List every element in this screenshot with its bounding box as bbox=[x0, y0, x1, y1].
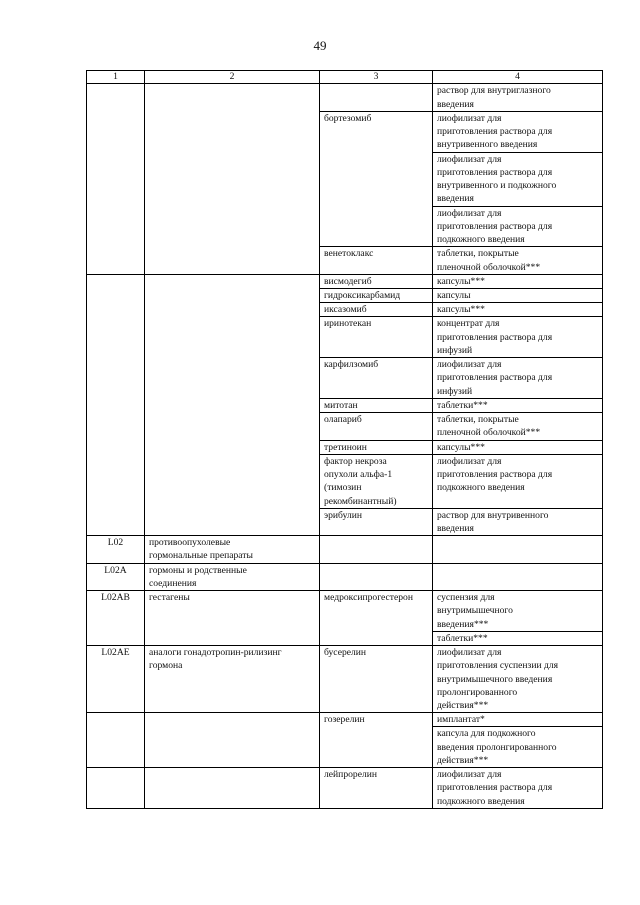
drug-name-cell: гозерелин bbox=[320, 713, 433, 768]
dosage-form: капсула для подкожного введения пролонгированного действия*** bbox=[433, 726, 602, 767]
anatomical-group-cell: гестагены bbox=[145, 591, 320, 646]
table-row bbox=[87, 274, 603, 288]
dosage-form-cell bbox=[433, 591, 603, 646]
dosage-form: лиофилизат для приготовления раствора для внутривенного и подкожного введения bbox=[433, 152, 602, 206]
atc-code-cell: L02AB bbox=[87, 591, 145, 646]
table-row bbox=[87, 563, 603, 590]
dosage-form-cell bbox=[433, 84, 603, 111]
dosage-form: раствор для внутриглазного введения bbox=[437, 85, 551, 110]
page-number: 49 bbox=[313, 38, 327, 53]
dosage-form-cell bbox=[433, 288, 603, 302]
dosage-form: суспензия для внутримышечного введения*** bbox=[437, 592, 513, 630]
table-row bbox=[87, 84, 603, 111]
atc-code-cell: L02A bbox=[87, 563, 145, 590]
table-row bbox=[87, 713, 603, 768]
anatomical-group-cell: гормоны и родственные соединения bbox=[145, 563, 320, 590]
dosage-form-cell bbox=[433, 646, 603, 713]
drug-name-cell: иринотекан bbox=[320, 317, 433, 358]
atc-code-cell: L02AE bbox=[87, 646, 145, 713]
atc-code-cell bbox=[87, 768, 145, 809]
dosage-form: капсулы*** bbox=[437, 275, 485, 287]
drug-name-cell: третиноин bbox=[320, 440, 433, 454]
dosage-form: лиофилизат для приготовления раствора для подкожного введения bbox=[433, 206, 602, 247]
dosage-form-cell bbox=[433, 536, 603, 563]
dosage-form: лиофилизат для приготовления раствора для внутривенного введения bbox=[437, 112, 553, 151]
dosage-form-cell bbox=[433, 563, 603, 590]
dosage-form: капсулы*** bbox=[437, 441, 485, 453]
dosage-form-cell bbox=[433, 398, 603, 412]
anatomical-group-cell bbox=[145, 274, 320, 535]
drug-name-cell bbox=[320, 84, 433, 111]
dosage-form: концентрат для приготовления раствора для инфузий bbox=[437, 318, 553, 356]
dosage-form-cell bbox=[433, 454, 603, 508]
dosage-form-cell bbox=[433, 358, 603, 399]
dosage-form: лиофилизат для приготовления раствора для подкожного введения bbox=[437, 455, 553, 494]
dosage-form: раствор для внутривенного введения bbox=[437, 509, 549, 534]
drug-name-cell: венетоклакс bbox=[320, 247, 433, 274]
dosage-form: таблетки, покрытые пленочной оболочкой*** bbox=[437, 414, 541, 439]
drug-name-cell bbox=[320, 563, 433, 590]
dosage-form: таблетки, покрытые пленочной оболочкой*** bbox=[437, 248, 541, 273]
column-header-2: 2 bbox=[145, 71, 320, 84]
dosage-form-cell bbox=[433, 768, 603, 809]
drug-name-cell: лейпрорелин bbox=[320, 768, 433, 809]
drug-name-cell: медроксипрогестерон bbox=[320, 591, 433, 646]
dosage-form: таблетки*** bbox=[437, 399, 488, 411]
drug-name-cell: фактор некроза опухоли альфа-1 (тимозин рекомбинантный) bbox=[320, 454, 433, 508]
dosage-form: имплантат* bbox=[437, 714, 485, 726]
column-header-4: 4 bbox=[433, 71, 603, 84]
drug-name-cell: бусерелин bbox=[320, 646, 433, 713]
dosage-form-cell bbox=[433, 713, 603, 768]
anatomical-group-cell bbox=[145, 768, 320, 809]
drug-table bbox=[86, 70, 603, 809]
table-body bbox=[87, 84, 603, 808]
dosage-form: капсулы*** bbox=[437, 304, 485, 316]
atc-code-cell bbox=[87, 713, 145, 768]
table-row bbox=[87, 591, 603, 646]
column-header-1: 1 bbox=[87, 71, 145, 84]
dosage-form: капсулы bbox=[437, 289, 471, 301]
anatomical-group-cell: противоопухолевые гормональные препараты bbox=[145, 536, 320, 563]
dosage-form-cell bbox=[433, 303, 603, 317]
dosage-form-cell bbox=[433, 111, 603, 246]
dosage-form: таблетки*** bbox=[433, 631, 602, 645]
atc-code-cell bbox=[87, 274, 145, 535]
atc-code-cell: L02 bbox=[87, 536, 145, 563]
drug-name-cell: митотан bbox=[320, 398, 433, 412]
drug-name-cell: олапариб bbox=[320, 413, 433, 440]
drug-name-cell: висмодегиб bbox=[320, 274, 433, 288]
dosage-form-cell bbox=[433, 440, 603, 454]
dosage-form-cell bbox=[433, 317, 603, 358]
drug-name-cell: гидроксикарбамид bbox=[320, 288, 433, 302]
dosage-form-cell bbox=[433, 413, 603, 440]
column-header-3: 3 bbox=[320, 71, 433, 84]
atc-code-cell bbox=[87, 84, 145, 274]
dosage-form: лиофилизат для приготовления раствора для подкожного введения bbox=[437, 769, 553, 807]
drug-name-cell bbox=[320, 536, 433, 563]
drug-name-cell: эрибулин bbox=[320, 508, 433, 535]
dosage-form: лиофилизат для приготовления суспензии для внутримышечного введения пролонгированного действия*** bbox=[437, 647, 559, 712]
drug-name-cell: карфилзомиб bbox=[320, 358, 433, 399]
table-row bbox=[87, 646, 603, 713]
table-row bbox=[87, 536, 603, 563]
header-row bbox=[87, 71, 603, 84]
table-header bbox=[87, 71, 603, 84]
anatomical-group-cell bbox=[145, 84, 320, 274]
anatomical-group-cell bbox=[145, 713, 320, 768]
dosage-form-cell bbox=[433, 508, 603, 535]
drug-name-cell: иксазомиб bbox=[320, 303, 433, 317]
dosage-form-cell bbox=[433, 247, 603, 274]
dosage-form-cell bbox=[433, 274, 603, 288]
drug-name-cell: бортезомиб bbox=[320, 111, 433, 246]
anatomical-group-cell: аналоги гонадотропин-рилизинг гормона bbox=[145, 646, 320, 713]
table-row bbox=[87, 768, 603, 809]
dosage-form: лиофилизат для приготовления раствора для инфузий bbox=[437, 359, 553, 397]
